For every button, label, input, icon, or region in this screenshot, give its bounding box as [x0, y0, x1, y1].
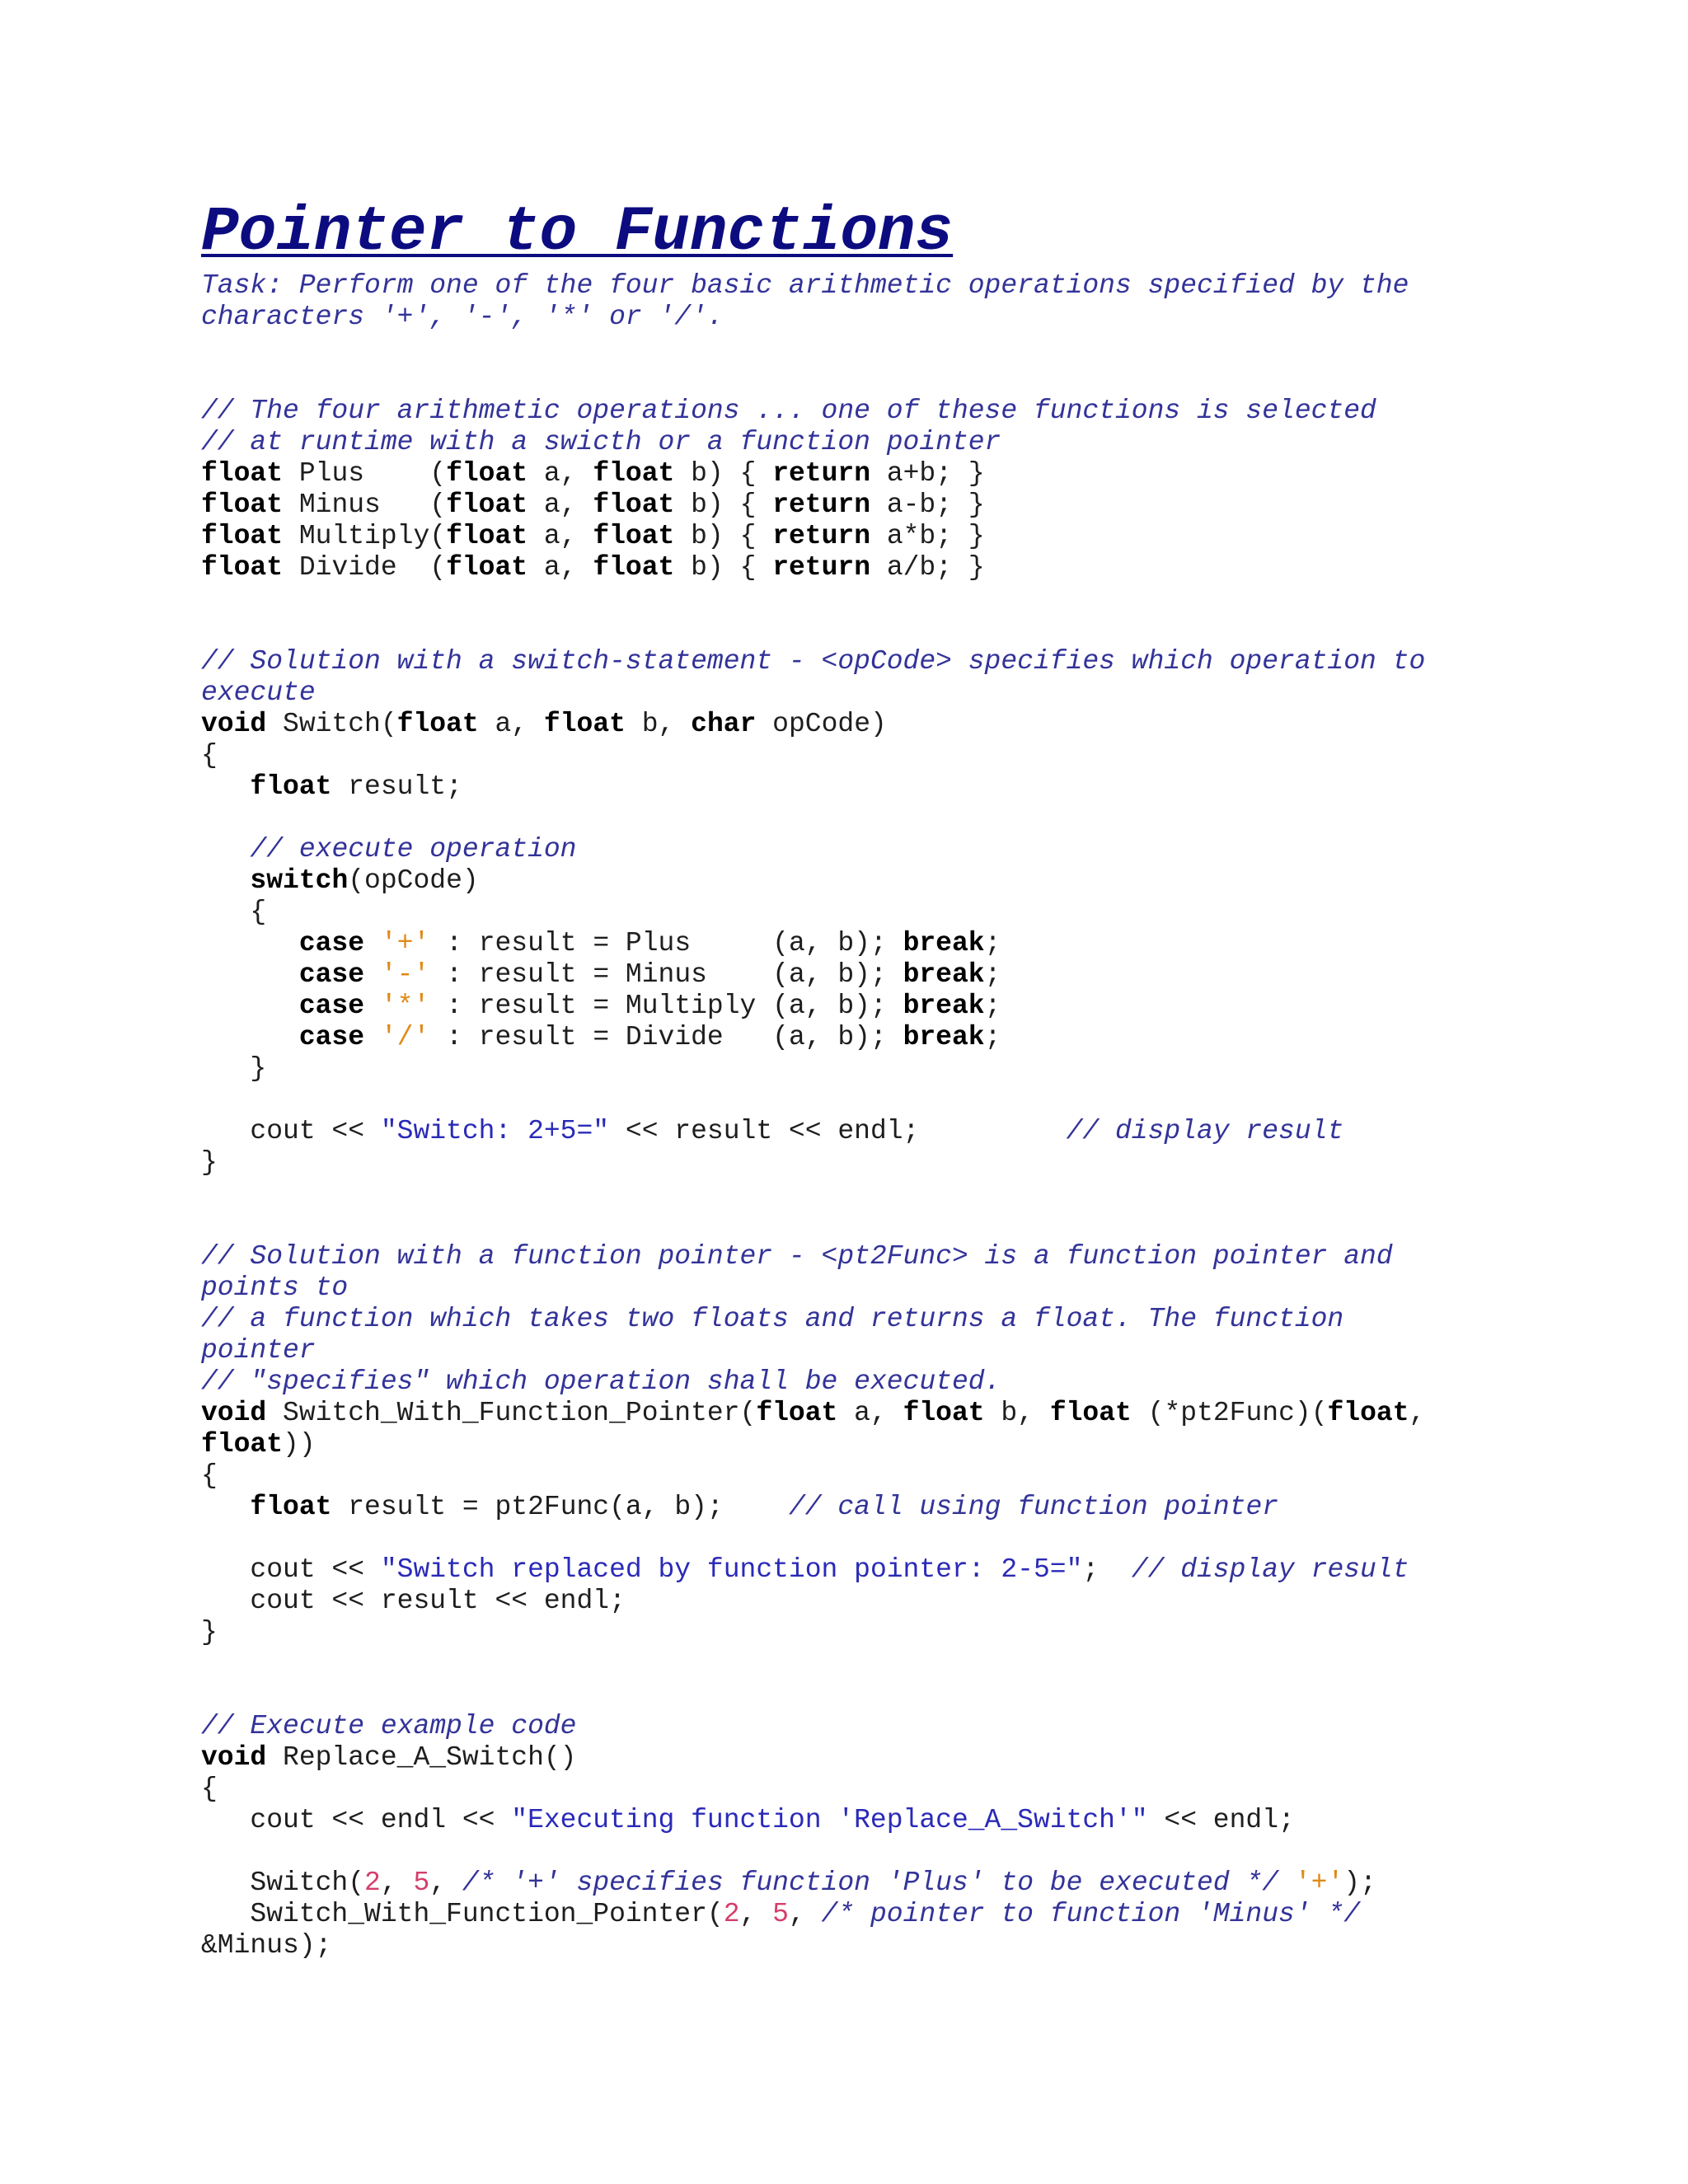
code-line [201, 1022, 1001, 1053]
code-comment: // Solution with a function pointer - <pt2Func> is a function pointer and [201, 1241, 1393, 1272]
code-keyword: float [201, 490, 284, 520]
code-keyword: return [772, 521, 871, 551]
code-keyword: float [593, 490, 675, 520]
code-number-literal: 2 [723, 1899, 740, 1929]
code-keyword: float [201, 552, 284, 583]
code-line [201, 302, 724, 333]
code-line [201, 1742, 576, 1774]
code-keyword: float [903, 1398, 985, 1428]
code-text: a+b; } [870, 458, 985, 489]
code-text [201, 865, 250, 896]
code-text: , [739, 1899, 773, 1929]
code-keyword: float [446, 552, 528, 583]
code-char-literal: '+' [1294, 1868, 1344, 1898]
code-line [201, 991, 1001, 1022]
code-text: , [380, 1868, 414, 1898]
code-keyword: float [1049, 1398, 1132, 1428]
code-comment: // "specifies" which operation shall be executed. [201, 1366, 1001, 1397]
code-line [201, 1586, 626, 1617]
code-string-literal: "Switch: 2+5=" [380, 1116, 610, 1146]
code-text [201, 1492, 250, 1522]
code-keyword: float [446, 458, 528, 489]
code-keyword: void [201, 1398, 267, 1428]
code-text [364, 1022, 381, 1052]
code-keyword: float [201, 521, 284, 551]
code-text [1278, 1868, 1295, 1898]
code-text: a*b; } [870, 521, 985, 551]
code-text: &Minus); [201, 1930, 332, 1961]
code-text: b) { [674, 521, 773, 551]
code-text: b) { [674, 458, 773, 489]
code-line [201, 959, 1001, 991]
code-text: Multiply( [283, 521, 447, 551]
code-text: b, [984, 1398, 1050, 1428]
code-keyword: return [772, 552, 871, 583]
code-comment: // display result [1131, 1554, 1409, 1585]
code-keyword: break [903, 959, 985, 990]
page-title: Pointer to Functions [201, 197, 954, 268]
code-number-literal: 5 [772, 1899, 789, 1929]
code-text: ); [1343, 1868, 1376, 1898]
code-text: Plus ( [283, 458, 447, 489]
code-keyword: float [1327, 1398, 1409, 1428]
code-text: opCode) [756, 709, 887, 739]
code-number-literal: 5 [413, 1868, 430, 1898]
code-text: cout << result << endl; [201, 1586, 626, 1616]
code-text [364, 928, 381, 958]
code-text: { [201, 740, 218, 771]
code-text: : result = Multiply (a, b); [429, 991, 903, 1021]
code-keyword: float [593, 521, 675, 551]
code-line [201, 1429, 316, 1460]
code-line [201, 1460, 218, 1492]
code-line [201, 771, 462, 803]
code-text: , [1409, 1398, 1426, 1428]
code-string-literal: "Executing function 'Replace_A_Switch'" [511, 1805, 1148, 1835]
code-line [201, 1492, 1278, 1523]
code-comment: // Solution with a switch-statement - <opCode> specifies which operation to [201, 646, 1426, 677]
code-line [201, 834, 577, 865]
code-text: (opCode) [348, 865, 479, 896]
code-keyword: float [250, 1492, 332, 1522]
code-string-literal: "Switch replaced by function pointer: 2-5=" [380, 1554, 1083, 1585]
code-text: } [201, 1147, 218, 1178]
code-keyword: char [691, 709, 757, 739]
code-text: a, [528, 458, 593, 489]
code-keyword: float [201, 458, 284, 489]
code-keyword: case [298, 928, 365, 958]
code-text [364, 959, 381, 990]
code-line [201, 897, 266, 928]
code-number-literal: 2 [364, 1868, 381, 1898]
code-line [201, 427, 1001, 458]
code-comment: // The four arithmetic operations ... one of these functions is selected [201, 396, 1376, 426]
code-text [201, 959, 299, 990]
code-text: << endl; [1147, 1805, 1295, 1835]
code-comment: characters '+', '-', '*' or '/'. [201, 302, 724, 332]
code-line [201, 646, 1425, 677]
code-line [201, 1398, 1425, 1429]
code-comment: points to [201, 1272, 349, 1303]
code-comment: /* '+' specifies function 'Plus' to be executed */ [462, 1868, 1279, 1898]
code-comment: // at runtime with a swicth or a function pointer [201, 427, 1001, 457]
code-keyword: break [903, 928, 985, 958]
code-line [201, 740, 218, 771]
code-keyword: float [446, 521, 528, 551]
code-line [201, 521, 985, 552]
code-line [201, 1868, 1376, 1899]
code-text: ; [984, 928, 1001, 958]
code-text: << result << endl; [609, 1116, 1067, 1146]
code-text: Switch( [201, 1868, 365, 1898]
code-keyword: void [201, 709, 267, 739]
code-keyword: float [446, 490, 528, 520]
code-text: ; [1082, 1554, 1132, 1585]
code-line [201, 270, 1409, 302]
code-text: result; [331, 771, 462, 802]
code-line [201, 1366, 1001, 1398]
code-text [201, 1022, 299, 1052]
code-text: } [201, 1617, 218, 1647]
code-text: cout << [201, 1116, 381, 1146]
code-comment: // call using function pointer [788, 1492, 1279, 1522]
code-keyword: break [903, 1022, 985, 1052]
code-text: a, [528, 552, 593, 583]
code-line [201, 1930, 331, 1961]
code-text: , [429, 1868, 462, 1898]
code-text: Switch( [266, 709, 397, 739]
code-text: ; [984, 991, 1001, 1021]
code-text: cout << [201, 1554, 381, 1585]
code-comment: // display result [1066, 1116, 1344, 1146]
code-keyword: float [756, 1398, 838, 1428]
code-char-literal: '*' [380, 991, 430, 1021]
code-keyword: case [298, 959, 365, 990]
code-text: { [201, 897, 267, 927]
code-line [201, 1053, 266, 1085]
code-text: cout << endl << [201, 1805, 512, 1835]
code-line [201, 677, 316, 709]
code-text: a, [528, 490, 593, 520]
code-line [201, 552, 985, 583]
code-keyword: float [593, 458, 675, 489]
code-line [201, 1774, 218, 1805]
code-text: a, [528, 521, 593, 551]
code-keyword: float [201, 1429, 284, 1460]
code-line [201, 1116, 1343, 1147]
code-text: Replace_A_Switch() [266, 1742, 577, 1773]
code-keyword: float [543, 709, 626, 739]
code-text: a/b; } [870, 552, 985, 583]
code-text: ; [984, 1022, 1001, 1052]
code-line [201, 1335, 316, 1366]
code-text: b) { [674, 552, 773, 583]
code-keyword: return [772, 490, 871, 520]
code-text [201, 771, 250, 802]
code-line [201, 1899, 1360, 1930]
code-text: : result = Plus (a, b); [429, 928, 903, 958]
code-keyword: case [298, 1022, 365, 1052]
code-line [201, 1304, 1343, 1335]
code-keyword: float [593, 552, 675, 583]
code-text: , [788, 1899, 822, 1929]
code-line [201, 458, 985, 490]
code-text [201, 928, 299, 958]
code-text [201, 834, 250, 865]
code-line [201, 928, 1001, 959]
code-char-literal: '/' [380, 1022, 430, 1052]
code-text: Switch_With_Function_Pointer( [201, 1899, 724, 1929]
code-text: a, [837, 1398, 903, 1428]
code-text: (*pt2Func)( [1131, 1398, 1328, 1428]
code-text: ; [984, 959, 1001, 990]
code-text: a, [478, 709, 544, 739]
code-text: Minus ( [283, 490, 447, 520]
code-line [201, 1711, 576, 1742]
code-text: : result = Divide (a, b); [429, 1022, 903, 1052]
code-comment: pointer [201, 1335, 316, 1366]
code-text: Switch_With_Function_Pointer( [266, 1398, 757, 1428]
code-keyword: switch [250, 865, 349, 896]
code-line [201, 865, 479, 897]
code-line [201, 709, 887, 740]
code-text: b, [625, 709, 692, 739]
code-keyword: case [298, 991, 365, 1021]
code-char-literal: '-' [380, 959, 430, 990]
code-keyword: float [250, 771, 332, 802]
code-text: )) [283, 1429, 316, 1460]
code-text: : result = Minus (a, b); [429, 959, 903, 990]
code-keyword: break [903, 991, 985, 1021]
code-text: { [201, 1774, 218, 1804]
code-keyword: void [201, 1742, 267, 1773]
code-line [201, 396, 1376, 427]
code-text: b) { [674, 490, 773, 520]
code-line [201, 1617, 218, 1648]
code-text: a-b; } [870, 490, 985, 520]
code-line [201, 490, 985, 521]
code-char-literal: '+' [380, 928, 430, 958]
code-line [201, 1272, 348, 1304]
code-keyword: return [772, 458, 871, 489]
code-text [201, 991, 299, 1021]
code-line [201, 1554, 1409, 1586]
code-line [201, 1805, 1295, 1836]
code-comment: // execute operation [250, 834, 577, 865]
code-comment: execute [201, 677, 316, 708]
code-text: } [201, 1053, 267, 1084]
code-comment: Task: Perform one of the four basic arithmetic operations specified by the [201, 270, 1409, 301]
code-comment: // Execute example code [201, 1711, 577, 1741]
code-keyword: float [396, 709, 479, 739]
code-text [364, 991, 381, 1021]
code-text: { [201, 1460, 218, 1491]
code-line [201, 1241, 1393, 1272]
code-text: Divide ( [283, 552, 447, 583]
code-text: result = pt2Func(a, b); [331, 1492, 789, 1522]
code-line [201, 1147, 218, 1179]
code-comment: /* pointer to function 'Minus' */ [821, 1899, 1361, 1929]
code-comment: // a function which takes two floats and returns a float. The function [201, 1304, 1344, 1334]
